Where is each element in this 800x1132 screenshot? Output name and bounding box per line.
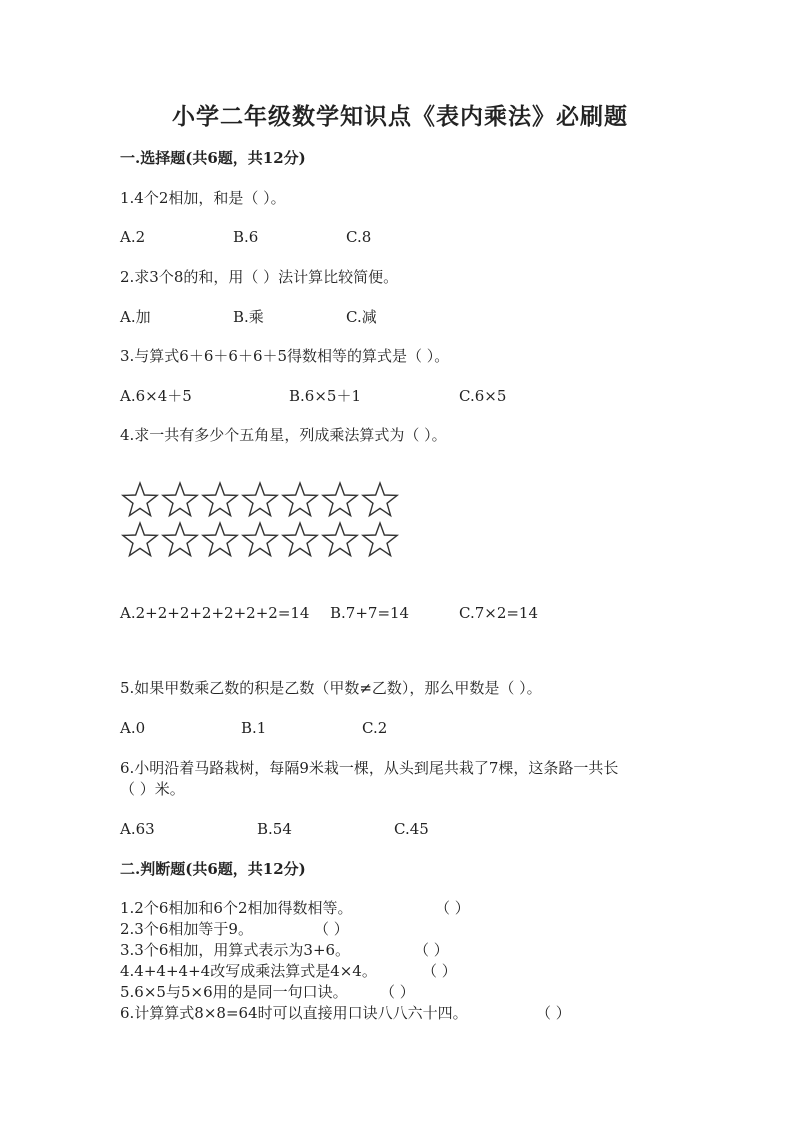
outline-star-icon — [200, 480, 240, 520]
q4-option-a: A.2+2+2+2+2+2+2=14 — [120, 604, 310, 622]
star-figure — [120, 480, 420, 560]
judge-item-6: 6.计算算式8×8=64时可以直接用口诀八八六十四。 — [120, 1004, 468, 1022]
question-5: 5.如果甲数乘乙数的积是乙数（甲数≠乙数），那么甲数是（ ）。 — [120, 679, 542, 697]
q5-option-b: B.1 — [241, 719, 267, 737]
outline-star-icon — [120, 480, 160, 520]
q4-option-b: B.7+7=14 — [330, 604, 410, 622]
question-2: 2.求3个8的和，用（ ）法计算比较简便。 — [120, 268, 399, 286]
judge-item-5: 5.6×5与5×6用的是同一句口诀。 — [120, 983, 348, 1001]
q6-option-b: B.54 — [257, 820, 292, 838]
judge-item-2: 2.3个6相加等于9。 — [120, 920, 253, 938]
judge-mark-5: （ ） — [380, 983, 415, 1001]
outline-star-icon — [160, 520, 200, 560]
outline-star-icon — [160, 480, 200, 520]
judge-item-1: 1.2个6相加和6个2相加得数相等。 — [120, 899, 353, 917]
question-1: 1.4个2相加，和是（ ）。 — [120, 189, 286, 207]
star-row-1 — [120, 480, 420, 520]
q5-option-c: C.2 — [362, 719, 388, 737]
judge-mark-4: （ ） — [422, 962, 457, 980]
q1-option-c: C.8 — [346, 228, 372, 246]
question-6-line-1: 6.小明沿着马路栽树，每隔9米栽一棵，从头到尾共栽了7棵，这条路一共长 — [120, 759, 619, 777]
q6-option-a: A.63 — [120, 820, 155, 838]
outline-star-icon — [360, 520, 400, 560]
page-title: 小学二年级数学知识点《表内乘法》必刷题 — [172, 103, 628, 130]
outline-star-icon — [320, 480, 360, 520]
q1-option-b: B.6 — [233, 228, 259, 246]
q5-option-a: A.0 — [120, 719, 146, 737]
q1-option-a: A.2 — [120, 228, 146, 246]
judge-mark-1: （ ） — [435, 899, 470, 917]
q4-option-c: C.7×2=14 — [459, 604, 539, 622]
outline-star-icon — [240, 520, 280, 560]
q3-option-a: A.6×4＋5 — [120, 387, 192, 405]
question-3: 3.与算式6＋6＋6＋6＋5得数相等的算式是（ ）。 — [120, 347, 450, 365]
judge-mark-6: （ ） — [536, 1004, 571, 1022]
q2-option-a: A.加 — [120, 308, 151, 326]
question-6-line-2: （ ）米。 — [120, 780, 185, 798]
judge-mark-2: （ ） — [314, 920, 349, 938]
judge-item-4: 4.4+4+4+4改写成乘法算式是4×4。 — [120, 962, 377, 980]
section-heading-judgement: 二.判断题(共6题，共12分) — [120, 860, 306, 878]
q6-option-c: C.45 — [394, 820, 429, 838]
outline-star-icon — [120, 520, 160, 560]
star-row-2 — [120, 520, 420, 560]
q2-option-b: B.乘 — [233, 308, 264, 326]
q2-option-c: C.减 — [346, 308, 377, 326]
question-4: 4.求一共有多少个五角星，列成乘法算式为（ ）。 — [120, 426, 447, 444]
outline-star-icon — [200, 520, 240, 560]
judge-mark-3: （ ） — [414, 941, 449, 959]
judge-item-3: 3.3个6相加，用算式表示为3+6。 — [120, 941, 351, 959]
q3-option-b: B.6×5＋1 — [289, 387, 361, 405]
outline-star-icon — [360, 480, 400, 520]
section-heading-choice: 一.选择题(共6题，共12分) — [120, 149, 306, 167]
outline-star-icon — [280, 480, 320, 520]
outline-star-icon — [320, 520, 360, 560]
q3-option-c: C.6×5 — [459, 387, 507, 405]
outline-star-icon — [240, 480, 280, 520]
outline-star-icon — [280, 520, 320, 560]
